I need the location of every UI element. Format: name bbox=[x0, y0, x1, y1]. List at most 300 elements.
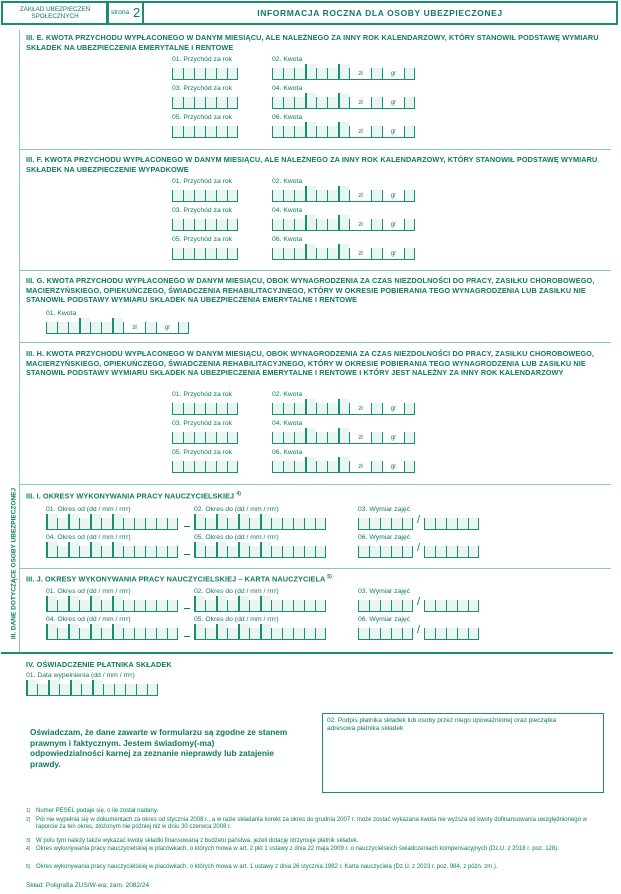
fraction-denominator[interactable] bbox=[424, 514, 479, 530]
digit-cell[interactable] bbox=[46, 542, 57, 558]
digit-cell[interactable] bbox=[101, 628, 112, 640]
digit-cell[interactable] bbox=[282, 600, 293, 612]
digit-cell[interactable] bbox=[435, 546, 446, 558]
digit-cell[interactable] bbox=[101, 600, 112, 612]
digit-cell[interactable] bbox=[79, 518, 90, 530]
digit-cell[interactable] bbox=[145, 518, 156, 530]
digit-cell[interactable] bbox=[272, 248, 283, 260]
digit-cell[interactable] bbox=[216, 190, 227, 202]
digit-cell[interactable] bbox=[227, 518, 238, 530]
digit-cell[interactable] bbox=[380, 600, 391, 612]
digit-cell[interactable] bbox=[194, 190, 205, 202]
digit-cell[interactable] bbox=[249, 600, 260, 612]
digit-cell[interactable] bbox=[404, 432, 415, 444]
digit-cell[interactable] bbox=[305, 428, 316, 444]
digit-cell[interactable] bbox=[272, 432, 283, 444]
digit-cell[interactable] bbox=[294, 126, 305, 138]
digit-cell[interactable] bbox=[249, 518, 260, 530]
digit-cell[interactable] bbox=[90, 322, 101, 334]
digit-cell[interactable] bbox=[315, 518, 326, 530]
year-field[interactable] bbox=[172, 122, 238, 138]
digit-cell[interactable] bbox=[227, 628, 238, 640]
amount-field[interactable] bbox=[272, 428, 415, 444]
digit-cell[interactable] bbox=[272, 461, 283, 473]
digit-cell[interactable] bbox=[402, 546, 413, 558]
digit-cell[interactable] bbox=[304, 600, 315, 612]
digit-cell[interactable] bbox=[134, 546, 145, 558]
digit-cell[interactable] bbox=[327, 248, 338, 260]
digit-cell[interactable] bbox=[194, 248, 205, 260]
amount-field[interactable] bbox=[272, 186, 415, 202]
digit-cell[interactable] bbox=[293, 600, 304, 612]
digit-cell[interactable] bbox=[327, 403, 338, 415]
fraction-denominator[interactable] bbox=[424, 542, 479, 558]
digit-cell[interactable] bbox=[68, 542, 79, 558]
digit-cell[interactable] bbox=[272, 403, 283, 415]
digit-cell[interactable] bbox=[294, 97, 305, 109]
fraction-numerator[interactable] bbox=[358, 514, 413, 530]
digit-cell[interactable] bbox=[238, 514, 249, 530]
date-field[interactable] bbox=[26, 680, 158, 696]
digit-cell[interactable] bbox=[101, 518, 112, 530]
digit-cell[interactable] bbox=[338, 122, 349, 138]
digit-cell[interactable] bbox=[134, 628, 145, 640]
digit-cell[interactable] bbox=[68, 514, 79, 530]
digit-cell[interactable] bbox=[391, 546, 402, 558]
digit-cell[interactable] bbox=[305, 244, 316, 260]
digit-cell[interactable] bbox=[283, 126, 294, 138]
digit-cell[interactable] bbox=[205, 432, 216, 444]
digit-cell[interactable] bbox=[183, 248, 194, 260]
digit-cell[interactable] bbox=[227, 68, 238, 80]
digit-cell[interactable] bbox=[282, 546, 293, 558]
digit-cell[interactable] bbox=[293, 546, 304, 558]
digit-cell[interactable] bbox=[305, 457, 316, 473]
year-field[interactable] bbox=[172, 64, 238, 80]
digit-cell[interactable] bbox=[283, 432, 294, 444]
digit-cell[interactable] bbox=[457, 600, 468, 612]
digit-cell[interactable] bbox=[123, 518, 134, 530]
digit-cell[interactable] bbox=[457, 518, 468, 530]
digit-cell[interactable] bbox=[338, 428, 349, 444]
digit-cell[interactable] bbox=[327, 461, 338, 473]
digit-cell[interactable] bbox=[316, 97, 327, 109]
digit-cell[interactable] bbox=[435, 600, 446, 612]
digit-cell[interactable] bbox=[156, 546, 167, 558]
digit-cell[interactable] bbox=[112, 542, 123, 558]
digit-cell[interactable] bbox=[205, 68, 216, 80]
digit-cell[interactable] bbox=[216, 126, 227, 138]
digit-cell[interactable] bbox=[305, 64, 316, 80]
digit-cell[interactable] bbox=[26, 680, 37, 696]
digit-cell[interactable] bbox=[205, 126, 216, 138]
digit-cell[interactable] bbox=[59, 684, 70, 696]
digit-cell[interactable] bbox=[79, 600, 90, 612]
digit-cell[interactable] bbox=[79, 546, 90, 558]
fraction-denominator[interactable] bbox=[424, 596, 479, 612]
digit-cell[interactable] bbox=[156, 628, 167, 640]
digit-cell[interactable] bbox=[338, 457, 349, 473]
digit-cell[interactable] bbox=[79, 318, 90, 334]
digit-cell[interactable] bbox=[338, 215, 349, 231]
digit-cell[interactable] bbox=[46, 322, 57, 334]
digit-cell[interactable] bbox=[145, 546, 156, 558]
digit-cell[interactable] bbox=[424, 600, 435, 612]
digit-cell[interactable] bbox=[446, 518, 457, 530]
digit-cell[interactable] bbox=[369, 546, 380, 558]
digit-cell[interactable] bbox=[238, 624, 249, 640]
digit-cell[interactable] bbox=[172, 432, 183, 444]
digit-cell[interactable] bbox=[178, 322, 189, 334]
digit-cell[interactable] bbox=[380, 628, 391, 640]
digit-cell[interactable] bbox=[205, 461, 216, 473]
digit-cell[interactable] bbox=[338, 64, 349, 80]
digit-cell[interactable] bbox=[227, 97, 238, 109]
digit-cell[interactable] bbox=[216, 403, 227, 415]
digit-cell[interactable] bbox=[112, 318, 123, 334]
digit-cell[interactable] bbox=[156, 518, 167, 530]
digit-cell[interactable] bbox=[404, 403, 415, 415]
digit-cell[interactable] bbox=[271, 600, 282, 612]
digit-cell[interactable] bbox=[172, 126, 183, 138]
digit-cell[interactable] bbox=[327, 68, 338, 80]
digit-cell[interactable] bbox=[90, 624, 101, 640]
digit-cell[interactable] bbox=[227, 461, 238, 473]
digit-cell[interactable] bbox=[123, 600, 134, 612]
digit-cell[interactable] bbox=[315, 546, 326, 558]
amount-field[interactable] bbox=[272, 457, 415, 473]
digit-cell[interactable] bbox=[272, 219, 283, 231]
digit-cell[interactable] bbox=[57, 322, 68, 334]
digit-cell[interactable] bbox=[172, 219, 183, 231]
digit-cell[interactable] bbox=[369, 518, 380, 530]
amount-field[interactable] bbox=[272, 244, 415, 260]
digit-cell[interactable] bbox=[205, 403, 216, 415]
digit-cell[interactable] bbox=[172, 403, 183, 415]
date-field[interactable] bbox=[194, 542, 326, 558]
digit-cell[interactable] bbox=[103, 684, 114, 696]
digit-cell[interactable] bbox=[404, 190, 415, 202]
digit-cell[interactable] bbox=[227, 126, 238, 138]
digit-cell[interactable] bbox=[183, 97, 194, 109]
digit-cell[interactable] bbox=[402, 518, 413, 530]
digit-cell[interactable] bbox=[216, 624, 227, 640]
digit-cell[interactable] bbox=[112, 596, 123, 612]
digit-cell[interactable] bbox=[294, 432, 305, 444]
digit-cell[interactable] bbox=[327, 97, 338, 109]
digit-cell[interactable] bbox=[194, 596, 205, 612]
signature-box[interactable] bbox=[322, 713, 604, 793]
digit-cell[interactable] bbox=[101, 546, 112, 558]
digit-cell[interactable] bbox=[172, 68, 183, 80]
digit-cell[interactable] bbox=[145, 628, 156, 640]
digit-cell[interactable] bbox=[134, 600, 145, 612]
digit-cell[interactable] bbox=[79, 628, 90, 640]
digit-cell[interactable] bbox=[305, 122, 316, 138]
digit-cell[interactable] bbox=[205, 190, 216, 202]
digit-cell[interactable] bbox=[457, 628, 468, 640]
digit-cell[interactable] bbox=[371, 403, 382, 415]
fraction-numerator[interactable] bbox=[358, 624, 413, 640]
digit-cell[interactable] bbox=[136, 684, 147, 696]
digit-cell[interactable] bbox=[167, 518, 178, 530]
digit-cell[interactable] bbox=[283, 219, 294, 231]
digit-cell[interactable] bbox=[112, 624, 123, 640]
digit-cell[interactable] bbox=[294, 190, 305, 202]
digit-cell[interactable] bbox=[92, 680, 103, 696]
date-field[interactable] bbox=[194, 596, 326, 612]
year-field[interactable] bbox=[172, 93, 238, 109]
digit-cell[interactable] bbox=[402, 628, 413, 640]
digit-cell[interactable] bbox=[194, 432, 205, 444]
digit-cell[interactable] bbox=[227, 403, 238, 415]
amount-field[interactable] bbox=[46, 318, 189, 334]
digit-cell[interactable] bbox=[391, 518, 402, 530]
digit-cell[interactable] bbox=[227, 546, 238, 558]
digit-cell[interactable] bbox=[216, 596, 227, 612]
digit-cell[interactable] bbox=[424, 628, 435, 640]
digit-cell[interactable] bbox=[260, 514, 271, 530]
digit-cell[interactable] bbox=[172, 248, 183, 260]
digit-cell[interactable] bbox=[145, 322, 156, 334]
digit-cell[interactable] bbox=[48, 680, 59, 696]
digit-cell[interactable] bbox=[282, 628, 293, 640]
digit-cell[interactable] bbox=[371, 97, 382, 109]
digit-cell[interactable] bbox=[304, 518, 315, 530]
digit-cell[interactable] bbox=[316, 403, 327, 415]
digit-cell[interactable] bbox=[305, 399, 316, 415]
digit-cell[interactable] bbox=[327, 432, 338, 444]
digit-cell[interactable] bbox=[238, 596, 249, 612]
digit-cell[interactable] bbox=[123, 546, 134, 558]
digit-cell[interactable] bbox=[172, 190, 183, 202]
digit-cell[interactable] bbox=[271, 518, 282, 530]
digit-cell[interactable] bbox=[205, 518, 216, 530]
digit-cell[interactable] bbox=[380, 518, 391, 530]
digit-cell[interactable] bbox=[90, 596, 101, 612]
digit-cell[interactable] bbox=[305, 93, 316, 109]
digit-cell[interactable] bbox=[404, 248, 415, 260]
digit-cell[interactable] bbox=[216, 97, 227, 109]
digit-cell[interactable] bbox=[167, 546, 178, 558]
digit-cell[interactable] bbox=[216, 68, 227, 80]
digit-cell[interactable] bbox=[283, 248, 294, 260]
digit-cell[interactable] bbox=[316, 248, 327, 260]
year-field[interactable] bbox=[172, 457, 238, 473]
digit-cell[interactable] bbox=[293, 518, 304, 530]
date-field[interactable] bbox=[46, 542, 178, 558]
fraction-denominator[interactable] bbox=[424, 624, 479, 640]
digit-cell[interactable] bbox=[305, 186, 316, 202]
fraction-numerator[interactable] bbox=[358, 542, 413, 558]
digit-cell[interactable] bbox=[101, 322, 112, 334]
digit-cell[interactable] bbox=[435, 628, 446, 640]
digit-cell[interactable] bbox=[446, 628, 457, 640]
digit-cell[interactable] bbox=[205, 628, 216, 640]
digit-cell[interactable] bbox=[283, 97, 294, 109]
digit-cell[interactable] bbox=[260, 624, 271, 640]
digit-cell[interactable] bbox=[172, 97, 183, 109]
digit-cell[interactable] bbox=[90, 542, 101, 558]
digit-cell[interactable] bbox=[81, 684, 92, 696]
digit-cell[interactable] bbox=[167, 628, 178, 640]
digit-cell[interactable] bbox=[404, 97, 415, 109]
digit-cell[interactable] bbox=[194, 97, 205, 109]
digit-cell[interactable] bbox=[468, 518, 479, 530]
amount-field[interactable] bbox=[272, 64, 415, 80]
digit-cell[interactable] bbox=[424, 518, 435, 530]
digit-cell[interactable] bbox=[404, 219, 415, 231]
digit-cell[interactable] bbox=[404, 126, 415, 138]
digit-cell[interactable] bbox=[205, 97, 216, 109]
digit-cell[interactable] bbox=[402, 600, 413, 612]
digit-cell[interactable] bbox=[282, 518, 293, 530]
digit-cell[interactable] bbox=[338, 93, 349, 109]
digit-cell[interactable] bbox=[358, 518, 369, 530]
digit-cell[interactable] bbox=[260, 542, 271, 558]
digit-cell[interactable] bbox=[305, 215, 316, 231]
digit-cell[interactable] bbox=[216, 219, 227, 231]
digit-cell[interactable] bbox=[194, 542, 205, 558]
digit-cell[interactable] bbox=[283, 190, 294, 202]
digit-cell[interactable] bbox=[194, 403, 205, 415]
digit-cell[interactable] bbox=[371, 126, 382, 138]
digit-cell[interactable] bbox=[371, 248, 382, 260]
digit-cell[interactable] bbox=[304, 546, 315, 558]
digit-cell[interactable] bbox=[315, 600, 326, 612]
digit-cell[interactable] bbox=[404, 461, 415, 473]
digit-cell[interactable] bbox=[404, 68, 415, 80]
year-field[interactable] bbox=[172, 215, 238, 231]
fraction-numerator[interactable] bbox=[358, 596, 413, 612]
date-field[interactable] bbox=[46, 596, 178, 612]
digit-cell[interactable] bbox=[271, 546, 282, 558]
date-field[interactable] bbox=[46, 624, 178, 640]
digit-cell[interactable] bbox=[90, 514, 101, 530]
digit-cell[interactable] bbox=[216, 248, 227, 260]
digit-cell[interactable] bbox=[249, 546, 260, 558]
digit-cell[interactable] bbox=[457, 546, 468, 558]
digit-cell[interactable] bbox=[68, 322, 79, 334]
digit-cell[interactable] bbox=[194, 126, 205, 138]
digit-cell[interactable] bbox=[283, 403, 294, 415]
digit-cell[interactable] bbox=[316, 219, 327, 231]
digit-cell[interactable] bbox=[369, 600, 380, 612]
digit-cell[interactable] bbox=[183, 126, 194, 138]
digit-cell[interactable] bbox=[125, 684, 136, 696]
year-field[interactable] bbox=[172, 186, 238, 202]
date-field[interactable] bbox=[46, 514, 178, 530]
digit-cell[interactable] bbox=[294, 403, 305, 415]
digit-cell[interactable] bbox=[446, 600, 457, 612]
digit-cell[interactable] bbox=[304, 628, 315, 640]
digit-cell[interactable] bbox=[216, 514, 227, 530]
digit-cell[interactable] bbox=[227, 190, 238, 202]
digit-cell[interactable] bbox=[167, 600, 178, 612]
digit-cell[interactable] bbox=[57, 518, 68, 530]
digit-cell[interactable] bbox=[371, 432, 382, 444]
digit-cell[interactable] bbox=[316, 190, 327, 202]
digit-cell[interactable] bbox=[435, 518, 446, 530]
digit-cell[interactable] bbox=[57, 546, 68, 558]
digit-cell[interactable] bbox=[369, 628, 380, 640]
digit-cell[interactable] bbox=[424, 546, 435, 558]
digit-cell[interactable] bbox=[114, 684, 125, 696]
year-field[interactable] bbox=[172, 244, 238, 260]
digit-cell[interactable] bbox=[294, 461, 305, 473]
digit-cell[interactable] bbox=[194, 461, 205, 473]
digit-cell[interactable] bbox=[294, 219, 305, 231]
digit-cell[interactable] bbox=[283, 68, 294, 80]
digit-cell[interactable] bbox=[183, 190, 194, 202]
digit-cell[interactable] bbox=[271, 628, 282, 640]
digit-cell[interactable] bbox=[70, 680, 81, 696]
digit-cell[interactable] bbox=[446, 546, 457, 558]
digit-cell[interactable] bbox=[68, 596, 79, 612]
digit-cell[interactable] bbox=[371, 68, 382, 80]
amount-field[interactable] bbox=[272, 93, 415, 109]
digit-cell[interactable] bbox=[57, 628, 68, 640]
year-field[interactable] bbox=[172, 399, 238, 415]
digit-cell[interactable] bbox=[338, 186, 349, 202]
digit-cell[interactable] bbox=[227, 248, 238, 260]
amount-field[interactable] bbox=[272, 215, 415, 231]
digit-cell[interactable] bbox=[249, 628, 260, 640]
digit-cell[interactable] bbox=[260, 596, 271, 612]
digit-cell[interactable] bbox=[112, 514, 123, 530]
digit-cell[interactable] bbox=[293, 628, 304, 640]
digit-cell[interactable] bbox=[183, 68, 194, 80]
amount-field[interactable] bbox=[272, 122, 415, 138]
digit-cell[interactable] bbox=[57, 600, 68, 612]
digit-cell[interactable] bbox=[391, 628, 402, 640]
digit-cell[interactable] bbox=[294, 248, 305, 260]
digit-cell[interactable] bbox=[183, 461, 194, 473]
digit-cell[interactable] bbox=[68, 624, 79, 640]
digit-cell[interactable] bbox=[205, 248, 216, 260]
digit-cell[interactable] bbox=[216, 542, 227, 558]
digit-cell[interactable] bbox=[194, 219, 205, 231]
digit-cell[interactable] bbox=[238, 542, 249, 558]
digit-cell[interactable] bbox=[216, 461, 227, 473]
digit-cell[interactable] bbox=[227, 600, 238, 612]
digit-cell[interactable] bbox=[316, 68, 327, 80]
digit-cell[interactable] bbox=[272, 68, 283, 80]
digit-cell[interactable] bbox=[134, 518, 145, 530]
digit-cell[interactable] bbox=[147, 684, 158, 696]
digit-cell[interactable] bbox=[46, 514, 57, 530]
digit-cell[interactable] bbox=[272, 126, 283, 138]
digit-cell[interactable] bbox=[283, 461, 294, 473]
digit-cell[interactable] bbox=[172, 461, 183, 473]
amount-field[interactable] bbox=[272, 399, 415, 415]
digit-cell[interactable] bbox=[46, 624, 57, 640]
digit-cell[interactable] bbox=[316, 461, 327, 473]
digit-cell[interactable] bbox=[183, 432, 194, 444]
date-field[interactable] bbox=[194, 514, 326, 530]
digit-cell[interactable] bbox=[216, 432, 227, 444]
digit-cell[interactable] bbox=[327, 126, 338, 138]
digit-cell[interactable] bbox=[37, 684, 48, 696]
digit-cell[interactable] bbox=[46, 596, 57, 612]
digit-cell[interactable] bbox=[183, 403, 194, 415]
digit-cell[interactable] bbox=[371, 461, 382, 473]
digit-cell[interactable] bbox=[294, 68, 305, 80]
digit-cell[interactable] bbox=[194, 514, 205, 530]
digit-cell[interactable] bbox=[316, 126, 327, 138]
digit-cell[interactable] bbox=[194, 624, 205, 640]
digit-cell[interactable] bbox=[205, 600, 216, 612]
